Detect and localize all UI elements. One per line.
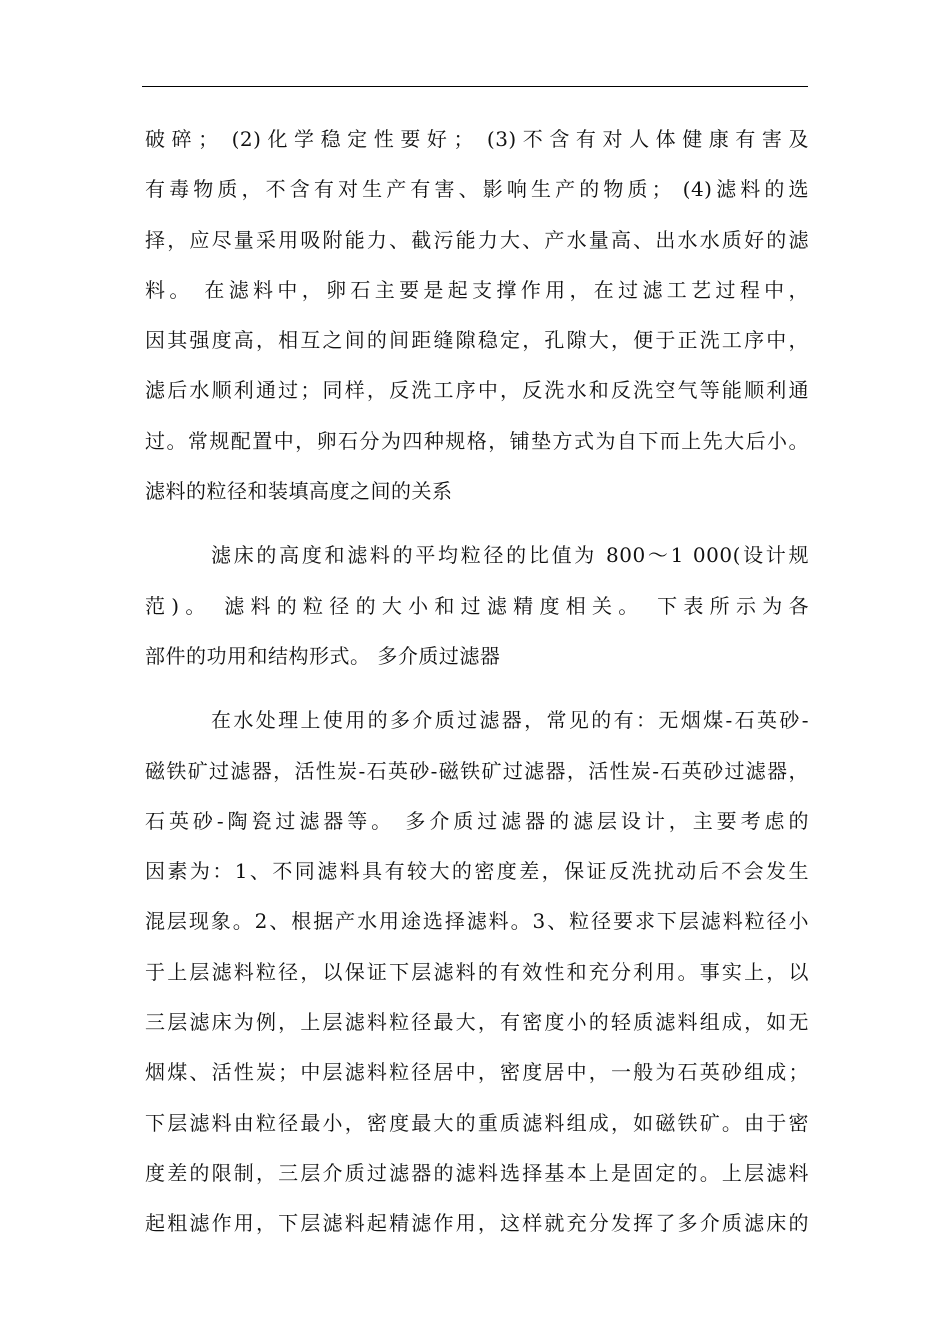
text-line: 下层滤料由粒径最小，密度最大的重质滤料组成，如磁铁矿。由于密	[145, 1110, 809, 1135]
body-text	[145, 114, 809, 1249]
text-line: 滤床的高度和滤料的平均粒径的比值为 800～1 000(设计规	[211, 543, 809, 568]
header-rule	[142, 86, 808, 87]
text-line: 起粗滤作用，下层滤料起精滤作用，这样就充分发挥了多介质滤床的	[145, 1211, 809, 1236]
text-line: 三层滤床为例，上层滤料粒径最大，有密度小的轻质滤料组成，如无	[145, 1010, 809, 1035]
text-line: 料。 在滤料中，卵石主要是起支撑作用，在过滤工艺过程中，	[145, 277, 809, 302]
text-line: 磁铁矿过滤器，活性炭-石英砂-磁铁矿过滤器，活性炭-石英砂过滤器，	[145, 758, 809, 783]
paragraph-gap	[145, 516, 809, 530]
text-line: 于上层滤料粒径，以保证下层滤料的有效性和充分利用。事实上，以	[145, 959, 809, 984]
text-line: 混层现象。2、根据产水用途选择滤料。3、粒径要求下层滤料粒径小	[145, 909, 809, 934]
text-line: 滤后水顺利通过；同样，反洗工序中，反洗水和反洗空气等能顺利通	[145, 378, 809, 403]
text-line: 因素为：1、不同滤料具有较大的密度差，保证反洗扰动后不会发生	[145, 859, 809, 884]
text-line: 石英砂-陶瓷过滤器等。 多介质过滤器的滤层设计，主要考虑的	[145, 808, 809, 833]
text-line: 择，应尽量采用吸附能力、截污能力大、产水量高、出水水质好的滤	[145, 227, 809, 252]
text-line: 范)。 滤料的粒径的大小和过滤精度相关。 下表所示为各	[145, 593, 809, 618]
text-line: 有毒物质，不含有对生产有害、影响生产的物质； (4)滤料的选	[145, 177, 809, 202]
text-line: 度差的限制，三层介质过滤器的滤料选择基本上是固定的。上层滤料	[145, 1160, 809, 1185]
text-line: 过。常规配置中，卵石分为四种规格，铺垫方式为自下而上先大后小。	[145, 428, 809, 453]
section-heading: 滤料的粒径和装填高度之间的关系	[145, 479, 453, 504]
text-line: 烟煤、活性炭；中层滤料粒径居中，密度居中，一般为石英砂组成；	[145, 1060, 809, 1085]
paragraph-gap	[145, 681, 809, 695]
text-line: 在水处理上使用的多介质过滤器，常见的有：无烟煤-石英砂-	[211, 708, 809, 733]
text-line: 因其强度高，相互之间的间距缝隙稳定，孔隙大，便于正洗工序中，	[145, 328, 809, 353]
text-line: 部件的功用和结构形式。 多介质过滤器	[145, 643, 501, 668]
text-line: 破碎； (2)化学稳定性要好； (3)不含有对人体健康有害及	[145, 127, 809, 151]
